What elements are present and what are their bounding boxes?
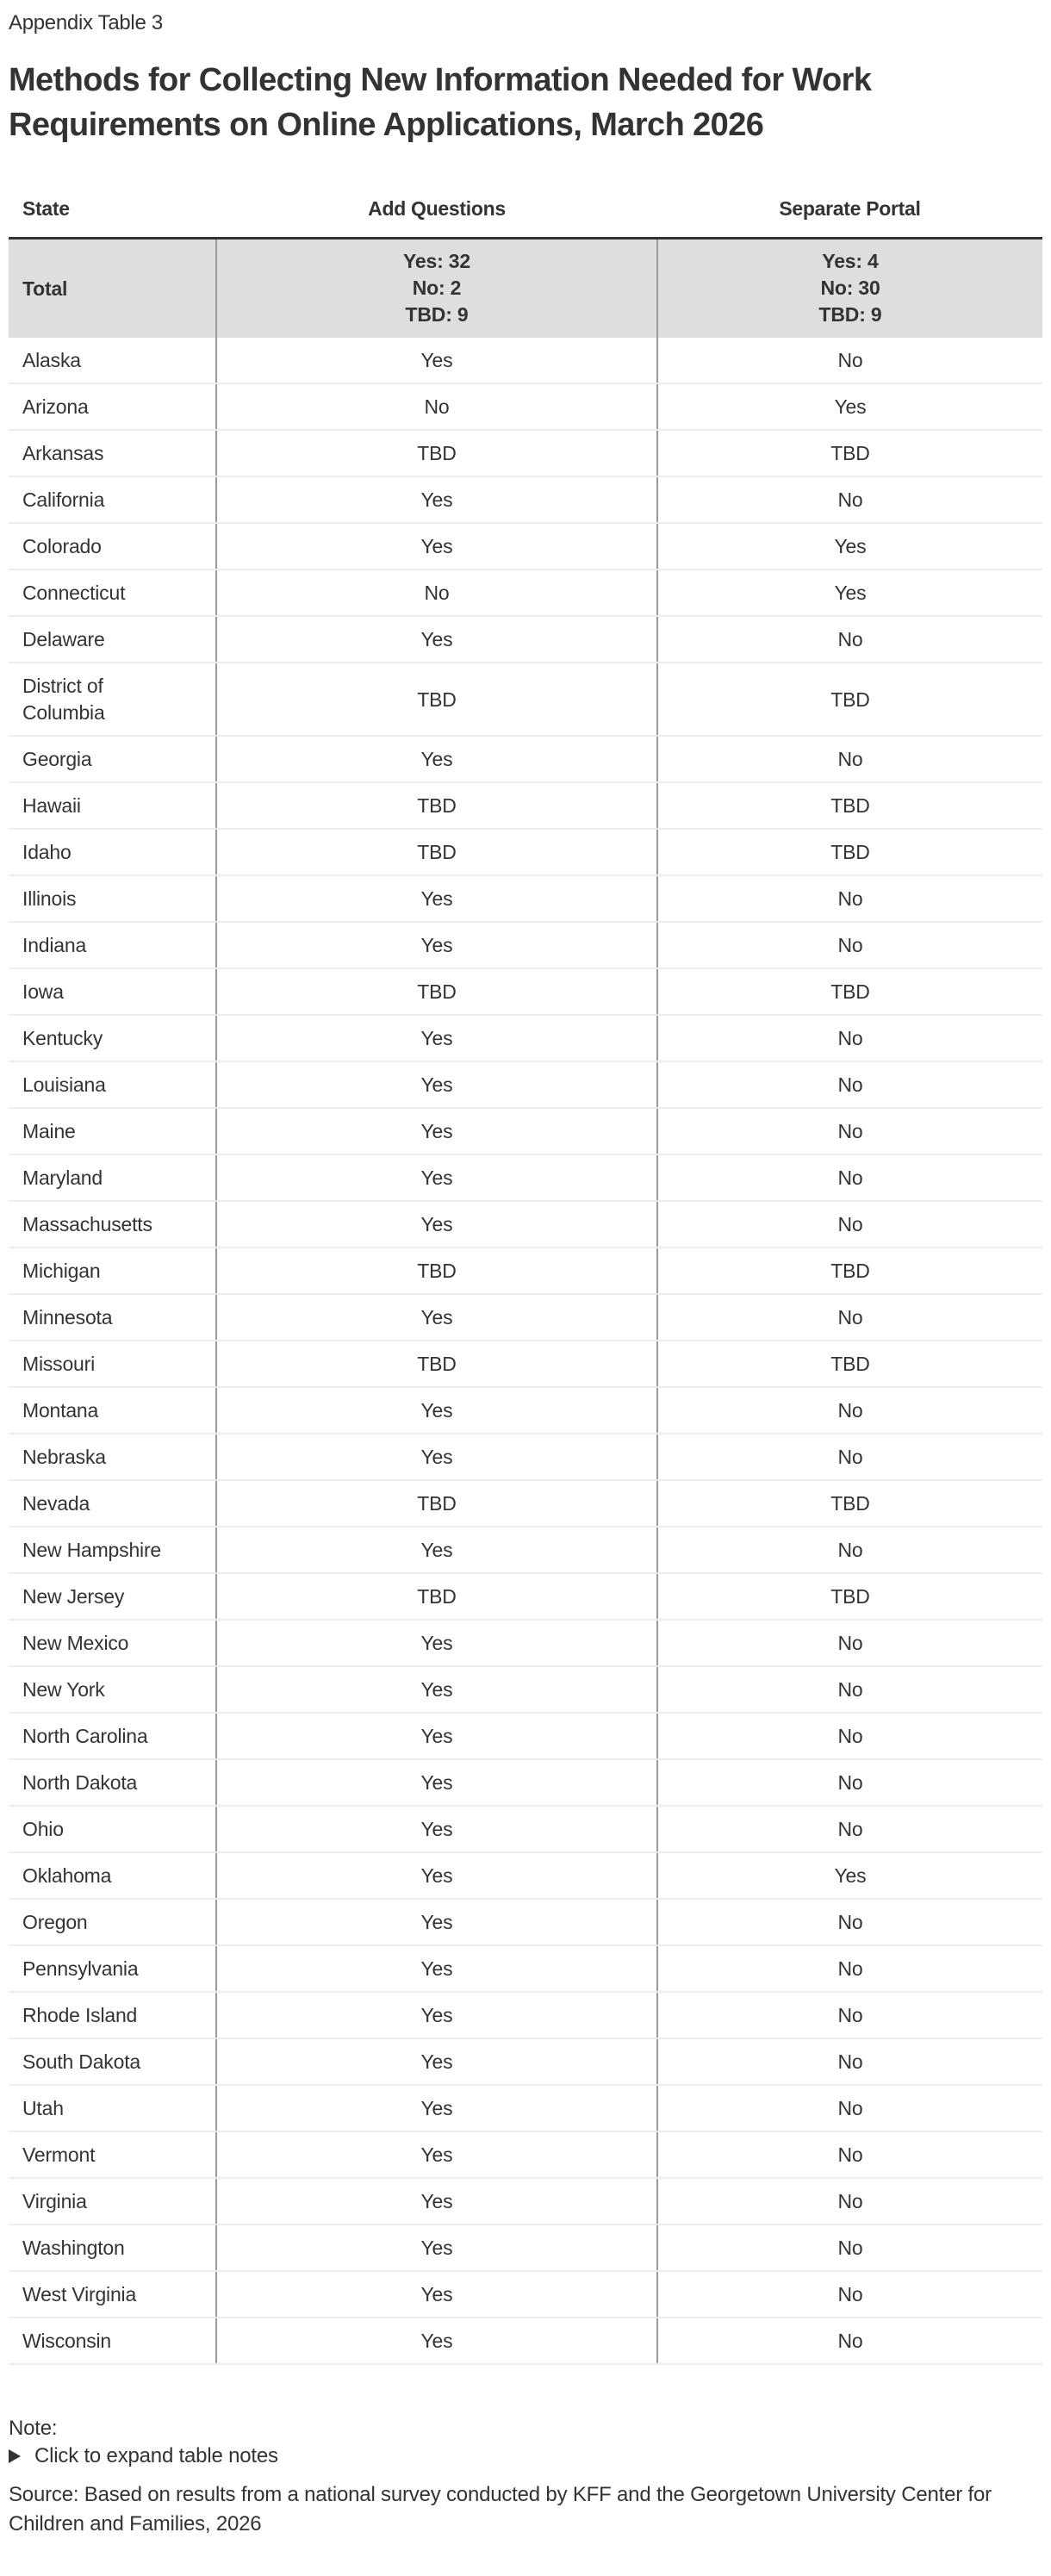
add-questions-cell: Yes	[216, 1620, 657, 1666]
state-cell: District of Columbia	[9, 663, 216, 736]
table-row	[9, 2085, 1042, 2131]
separate-portal-cell: No	[657, 2131, 1042, 2178]
separate-portal-cell: No	[657, 616, 1042, 663]
separate-portal-cell: TBD	[657, 782, 1042, 829]
table-row	[9, 2224, 1042, 2271]
add-questions-cell: Yes	[216, 1061, 657, 1108]
state-cell: Montana	[9, 1387, 216, 1434]
total-portal-no: No: 30	[820, 277, 880, 299]
state-cell: Georgia	[9, 736, 216, 782]
state-cell: Pennsylvania	[9, 1945, 216, 1992]
table-title: Methods for Collecting New Information Needed for Work Requirements on Online Applications, March 2026	[9, 62, 872, 143]
table-row	[9, 616, 1042, 663]
table-row	[9, 2271, 1042, 2318]
separate-portal-cell: No	[657, 1294, 1042, 1341]
table-row	[9, 1480, 1042, 1527]
add-questions-cell: Yes	[216, 1759, 657, 1806]
state-cell: Virginia	[9, 2178, 216, 2224]
table-row	[9, 1899, 1042, 1945]
expand-notes-toggle[interactable]	[9, 2442, 1042, 2470]
table-row	[9, 2131, 1042, 2178]
state-cell: Delaware	[9, 616, 216, 663]
add-questions-cell: TBD	[216, 430, 657, 476]
total-portal-tbd: TBD: 9	[818, 303, 882, 326]
separate-portal-cell: No	[657, 2178, 1042, 2224]
state-cell: Indiana	[9, 922, 216, 968]
add-questions-cell: Yes	[216, 875, 657, 922]
table-eyebrow: Appendix Table 3	[9, 11, 163, 34]
separate-portal-cell: No	[657, 2085, 1042, 2131]
add-questions-cell: Yes	[216, 1666, 657, 1713]
state-cell: New York	[9, 1666, 216, 1713]
separate-portal-cell: No	[657, 1108, 1042, 1154]
table-row	[9, 1992, 1042, 2038]
state-cell: Nevada	[9, 1480, 216, 1527]
state-cell: New Hampshire	[9, 1527, 216, 1573]
state-cell: Alaska	[9, 338, 216, 383]
state-cell: Michigan	[9, 1248, 216, 1294]
separate-portal-cell: No	[657, 1434, 1042, 1480]
state-cell: Louisiana	[9, 1061, 216, 1108]
add-questions-cell: Yes	[216, 616, 657, 663]
add-questions-cell: Yes	[216, 338, 657, 383]
add-questions-cell: Yes	[216, 476, 657, 523]
add-questions-cell: Yes	[216, 523, 657, 569]
state-cell: Colorado	[9, 523, 216, 569]
separate-portal-cell: TBD	[657, 1480, 1042, 1527]
add-questions-cell: TBD	[216, 829, 657, 875]
separate-portal-cell: TBD	[657, 968, 1042, 1015]
table-row	[9, 2318, 1042, 2364]
table-row	[9, 1015, 1042, 1061]
separate-portal-cell: TBD	[657, 1341, 1042, 1387]
total-add-no: No: 2	[412, 277, 462, 299]
add-questions-cell: Yes	[216, 1015, 657, 1061]
add-questions-cell: Yes	[216, 2085, 657, 2131]
add-questions-cell: TBD	[216, 1341, 657, 1387]
add-questions-cell: TBD	[216, 782, 657, 829]
table-row	[9, 922, 1042, 968]
separate-portal-cell: No	[657, 1201, 1042, 1248]
table-row	[9, 829, 1042, 875]
separate-portal-cell: TBD	[657, 829, 1042, 875]
table-row	[9, 1945, 1042, 1992]
separate-portal-cell: No	[657, 1015, 1042, 1061]
column-header-add-questions: Add Questions	[216, 180, 657, 239]
state-cell: Maine	[9, 1108, 216, 1154]
separate-portal-cell: TBD	[657, 430, 1042, 476]
add-questions-cell: Yes	[216, 1945, 657, 1992]
table-row	[9, 968, 1042, 1015]
separate-portal-cell: Yes	[657, 1852, 1042, 1899]
state-cell: Rhode Island	[9, 1992, 216, 2038]
state-cell: West Virginia	[9, 2271, 216, 2318]
separate-portal-cell: TBD	[657, 1248, 1042, 1294]
separate-portal-cell: No	[657, 1061, 1042, 1108]
state-cell: Connecticut	[9, 569, 216, 616]
separate-portal-cell: No	[657, 875, 1042, 922]
separate-portal-cell: No	[657, 1992, 1042, 2038]
table-row	[9, 1759, 1042, 1806]
add-questions-cell: Yes	[216, 1154, 657, 1201]
separate-portal-cell: No	[657, 1527, 1042, 1573]
total-label: Total	[9, 239, 216, 339]
separate-portal-cell: TBD	[657, 663, 1042, 736]
table-row	[9, 1201, 1042, 1248]
table-row	[9, 736, 1042, 782]
state-cell: California	[9, 476, 216, 523]
state-cell: Arkansas	[9, 430, 216, 476]
table-row	[9, 1061, 1042, 1108]
state-cell: Vermont	[9, 2131, 216, 2178]
state-cell: Illinois	[9, 875, 216, 922]
add-questions-cell: Yes	[216, 1201, 657, 1248]
total-row	[9, 239, 1042, 339]
separate-portal-cell: No	[657, 2318, 1042, 2364]
add-questions-cell: Yes	[216, 2318, 657, 2364]
state-cell: Massachusetts	[9, 1201, 216, 1248]
table-row	[9, 782, 1042, 829]
table-row	[9, 1527, 1042, 1573]
add-questions-cell: Yes	[216, 1294, 657, 1341]
separate-portal-cell: No	[657, 1759, 1042, 1806]
table-row	[9, 1294, 1042, 1341]
add-questions-cell: Yes	[216, 736, 657, 782]
add-questions-cell: Yes	[216, 1852, 657, 1899]
state-cell: Idaho	[9, 829, 216, 875]
separate-portal-cell: Yes	[657, 383, 1042, 430]
table-row	[9, 476, 1042, 523]
table-row	[9, 523, 1042, 569]
table-row	[9, 2178, 1042, 2224]
add-questions-cell: Yes	[216, 1434, 657, 1480]
separate-portal-cell: No	[657, 476, 1042, 523]
add-questions-cell: Yes	[216, 1108, 657, 1154]
add-questions-cell: TBD	[216, 968, 657, 1015]
add-questions-cell: Yes	[216, 1992, 657, 2038]
state-cell: Utah	[9, 2085, 216, 2131]
table-row	[9, 569, 1042, 616]
state-cell: Kentucky	[9, 1015, 216, 1061]
expand-notes-label[interactable]: Click to expand table notes	[34, 2444, 278, 2467]
source-text: Source: Based on results from a national survey conducted by KFF and the Georgetown University Center for Children and Families, 2026	[9, 2483, 992, 2536]
state-cell: Missouri	[9, 1341, 216, 1387]
column-header-separate-portal: Separate Portal	[657, 180, 1042, 239]
table-row	[9, 430, 1042, 476]
separate-portal-cell: No	[657, 1945, 1042, 1992]
triangle-right-icon	[9, 2449, 21, 2463]
state-cell: North Dakota	[9, 1759, 216, 1806]
table-row	[9, 1666, 1042, 1713]
separate-portal-cell: No	[657, 736, 1042, 782]
add-questions-cell: Yes	[216, 1527, 657, 1573]
table-row	[9, 1108, 1042, 1154]
state-cell: South Dakota	[9, 2038, 216, 2085]
total-add-questions	[216, 239, 657, 339]
separate-portal-cell: Yes	[657, 523, 1042, 569]
table-row	[9, 338, 1042, 383]
add-questions-cell: Yes	[216, 2131, 657, 2178]
state-cell: Minnesota	[9, 1294, 216, 1341]
add-questions-cell: TBD	[216, 1480, 657, 1527]
total-portal-yes: Yes: 4	[822, 250, 879, 272]
add-questions-cell: TBD	[216, 1248, 657, 1294]
table-row	[9, 383, 1042, 430]
table-row	[9, 1713, 1042, 1759]
add-questions-cell: Yes	[216, 2038, 657, 2085]
separate-portal-cell: No	[657, 1806, 1042, 1852]
separate-portal-cell: No	[657, 922, 1042, 968]
state-cell: Ohio	[9, 1806, 216, 1852]
table-row	[9, 663, 1042, 736]
add-questions-cell: Yes	[216, 1387, 657, 1434]
separate-portal-cell: No	[657, 2038, 1042, 2085]
add-questions-cell: No	[216, 383, 657, 430]
state-cell: New Jersey	[9, 1573, 216, 1620]
separate-portal-cell: No	[657, 1899, 1042, 1945]
state-cell: Wisconsin	[9, 2318, 216, 2364]
table-row	[9, 1387, 1042, 1434]
add-questions-cell: Yes	[216, 1899, 657, 1945]
table-row	[9, 1806, 1042, 1852]
state-cell: North Carolina	[9, 1713, 216, 1759]
add-questions-cell: Yes	[216, 1806, 657, 1852]
separate-portal-cell: TBD	[657, 1573, 1042, 1620]
state-cell: Oklahoma	[9, 1852, 216, 1899]
column-header-state: State	[9, 180, 216, 239]
table-row	[9, 2038, 1042, 2085]
add-questions-cell: TBD	[216, 1573, 657, 1620]
add-questions-cell: Yes	[216, 2271, 657, 2318]
total-add-yes: Yes: 32	[403, 250, 470, 272]
separate-portal-cell: No	[657, 1713, 1042, 1759]
add-questions-cell: Yes	[216, 2224, 657, 2271]
add-questions-cell: Yes	[216, 2178, 657, 2224]
add-questions-cell: Yes	[216, 1713, 657, 1759]
table-row	[9, 875, 1042, 922]
table-row	[9, 1852, 1042, 1899]
separate-portal-cell: No	[657, 1620, 1042, 1666]
header-row	[9, 180, 1042, 239]
add-questions-cell: No	[216, 569, 657, 616]
separate-portal-cell: No	[657, 1387, 1042, 1434]
separate-portal-cell: No	[657, 1154, 1042, 1201]
separate-portal-cell: Yes	[657, 569, 1042, 616]
table-row	[9, 1620, 1042, 1666]
data-table	[9, 180, 1042, 2365]
state-cell: Maryland	[9, 1154, 216, 1201]
separate-portal-cell: No	[657, 1666, 1042, 1713]
table-row	[9, 1341, 1042, 1387]
state-cell: Washington	[9, 2224, 216, 2271]
total-separate-portal	[657, 239, 1042, 339]
state-cell: Hawaii	[9, 782, 216, 829]
state-cell: Oregon	[9, 1899, 216, 1945]
total-add-tbd: TBD: 9	[405, 303, 469, 326]
state-cell: New Mexico	[9, 1620, 216, 1666]
separate-portal-cell: No	[657, 338, 1042, 383]
state-cell: Iowa	[9, 968, 216, 1015]
table-notes	[9, 2415, 1042, 2539]
state-cell: Arizona	[9, 383, 216, 430]
separate-portal-cell: No	[657, 2224, 1042, 2271]
table-row	[9, 1434, 1042, 1480]
separate-portal-cell: No	[657, 2271, 1042, 2318]
add-questions-cell: Yes	[216, 922, 657, 968]
note-label: Note:	[9, 2417, 58, 2440]
add-questions-cell: TBD	[216, 663, 657, 736]
table-row	[9, 1154, 1042, 1201]
state-cell: Nebraska	[9, 1434, 216, 1480]
table-row	[9, 1573, 1042, 1620]
table-row	[9, 1248, 1042, 1294]
